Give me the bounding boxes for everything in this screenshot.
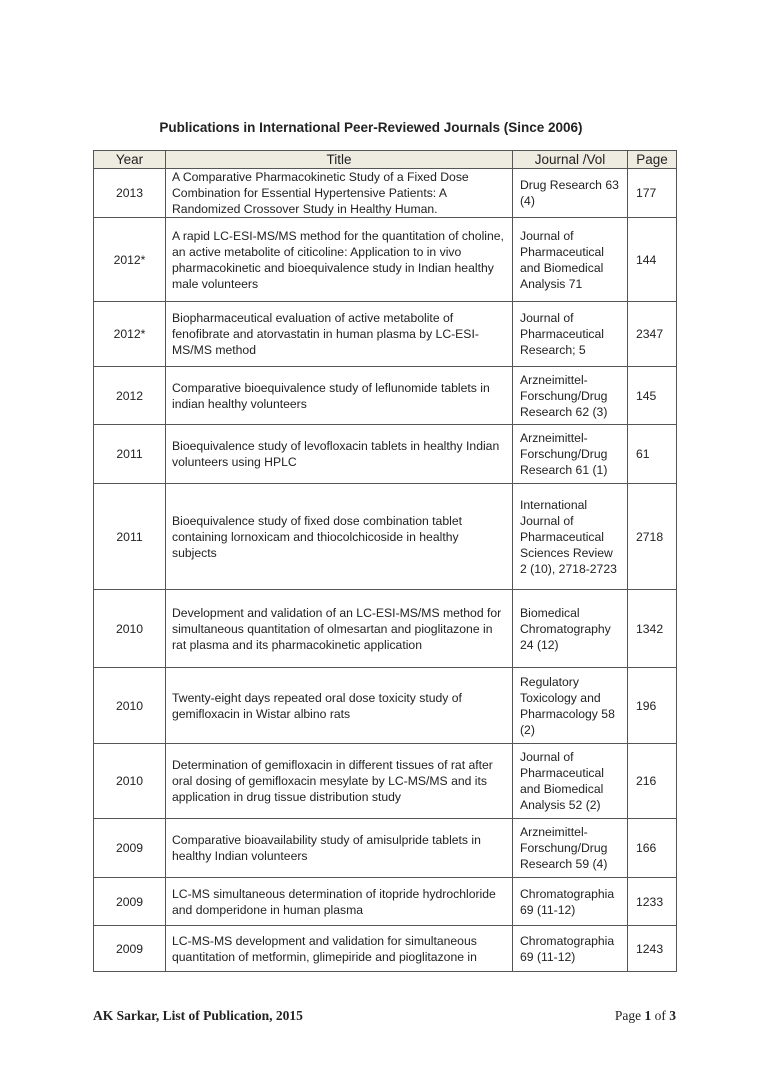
title-cell: LC-MS-MS development and validation for simultaneous quantitation of metformin, glimepiride and pioglitazone in <box>166 926 513 972</box>
title-cell: Twenty-eight days repeated oral dose toxicity study of gemifloxacin in Wistar albino rats <box>166 668 513 744</box>
table-row <box>94 878 677 926</box>
title-cell: Bioequivalence study of levofloxacin tablets in healthy Indian volunteers using HPLC <box>166 425 513 484</box>
page-cell: 1233 <box>628 878 677 926</box>
journal-cell: Journal of Pharmaceutical and Biomedical Analysis 52 (2) <box>513 744 628 819</box>
table-row <box>94 169 677 218</box>
year-cell: 2012* <box>94 302 166 367</box>
table-header-row <box>94 151 677 169</box>
title-cell: LC-MS simultaneous determination of itopride hydrochloride and domperidone in human plasma <box>166 878 513 926</box>
page-total: 3 <box>669 1008 676 1023</box>
page-cell: 145 <box>628 367 677 425</box>
journal-cell: Journal of Pharmaceutical Research; 5 <box>513 302 628 367</box>
page-cell: 144 <box>628 218 677 302</box>
journal-cell: Chromatographia 69 (11-12) <box>513 926 628 972</box>
page-word: Page <box>614 1008 642 1023</box>
table-row <box>94 926 677 972</box>
journal-cell: Drug Research 63 (4) <box>513 169 628 218</box>
journal-cell: Arzneimittel-Forschung/Drug Research 59 (4) <box>513 819 628 878</box>
page-cell: 196 <box>628 668 677 744</box>
column-header-journal: Journal /Vol <box>513 151 628 169</box>
year-cell: 2009 <box>94 926 166 972</box>
title-cell: Comparative bioavailability study of amisulpride tablets in healthy Indian volunteers <box>166 819 513 878</box>
heading-text: Publications in International Peer-Reviewed Journals (Since 2006) <box>159 120 583 135</box>
of-word: of <box>654 1008 666 1023</box>
table-row <box>94 218 677 302</box>
table-row <box>94 668 677 744</box>
table-row <box>94 819 677 878</box>
journal-cell: Biomedical Chromatography 24 (12) <box>513 590 628 668</box>
page-cell: 1342 <box>628 590 677 668</box>
title-cell: Comparative bioequivalence study of leflunomide tablets in indian healthy volunteers <box>166 367 513 425</box>
column-header-year: Year <box>94 151 166 169</box>
journal-cell: Regulatory Toxicology and Pharmacology 58 (2) <box>513 668 628 744</box>
page-cell: 2718 <box>628 484 677 590</box>
year-cell: 2010 <box>94 744 166 819</box>
page-cell: 166 <box>628 819 677 878</box>
title-cell: A rapid LC-ESI-MS/MS method for the quantitation of choline, an active metabolite of citicoline: Application to in vivo pharmacokinetic and bioequivalence study in Indian healthy male volunteers <box>166 218 513 302</box>
title-cell: Development and validation of an LC-ESI-MS/MS method for simultaneous quantitation of olmesartan and pioglitazone in rat plasma and its pharmacokinetic application <box>166 590 513 668</box>
column-header-title: Title <box>166 151 513 169</box>
table-row <box>94 484 677 590</box>
table-row <box>94 302 677 367</box>
title-cell: A Comparative Pharmacokinetic Study of a Fixed Dose Combination for Essential Hypertensive Patients: A Randomized Crossover Study in Healthy Human. <box>166 169 513 218</box>
column-header-page: Page <box>628 151 677 169</box>
table-row <box>94 367 677 425</box>
table-row <box>94 425 677 484</box>
year-cell: 2009 <box>94 878 166 926</box>
journal-cell: Chromatographia 69 (11-12) <box>513 878 628 926</box>
journal-cell: Arzneimittel-Forschung/Drug Research 61 (1) <box>513 425 628 484</box>
year-cell: 2013 <box>94 169 166 218</box>
journal-cell: Arzneimittel-Forschung/Drug Research 62 (3) <box>513 367 628 425</box>
page-cell: 2347 <box>628 302 677 367</box>
table-row <box>94 744 677 819</box>
publications-table <box>93 150 677 972</box>
footer-author: AK Sarkar, List of Publication, 2015 <box>93 1008 303 1023</box>
year-cell: 2009 <box>94 819 166 878</box>
journal-cell: International Journal of Pharmaceutical Sciences Review 2 (10), 2718-2723 <box>513 484 628 590</box>
year-cell: 2011 <box>94 484 166 590</box>
title-cell: Bioequivalence study of fixed dose combination tablet containing lornoxicam and thiocolchicoside in healthy subjects <box>166 484 513 590</box>
page-cell: 216 <box>628 744 677 819</box>
year-cell: 2010 <box>94 668 166 744</box>
page-current: 1 <box>644 1008 652 1023</box>
table-row <box>94 590 677 668</box>
year-cell: 2011 <box>94 425 166 484</box>
title-cell: Determination of gemifloxacin in different tissues of rat after oral dosing of gemifloxacin mesylate by LC-MS/MS and its application in drug tissue distribution study <box>166 744 513 819</box>
page-cell: 1243 <box>628 926 677 972</box>
year-cell: 2010 <box>94 590 166 668</box>
year-cell: 2012* <box>94 218 166 302</box>
journal-cell: Journal of Pharmaceutical and Biomedical Analysis 71 <box>513 218 628 302</box>
year-cell: 2012 <box>94 367 166 425</box>
page-cell: 61 <box>628 425 677 484</box>
footer-page-number <box>615 1008 676 1024</box>
title-cell: Biopharmaceutical evaluation of active metabolite of fenofibrate and atorvastatin in human plasma by LC-ESI-MS/MS method <box>166 302 513 367</box>
page-cell: 177 <box>628 169 677 218</box>
page-heading <box>0 120 768 135</box>
